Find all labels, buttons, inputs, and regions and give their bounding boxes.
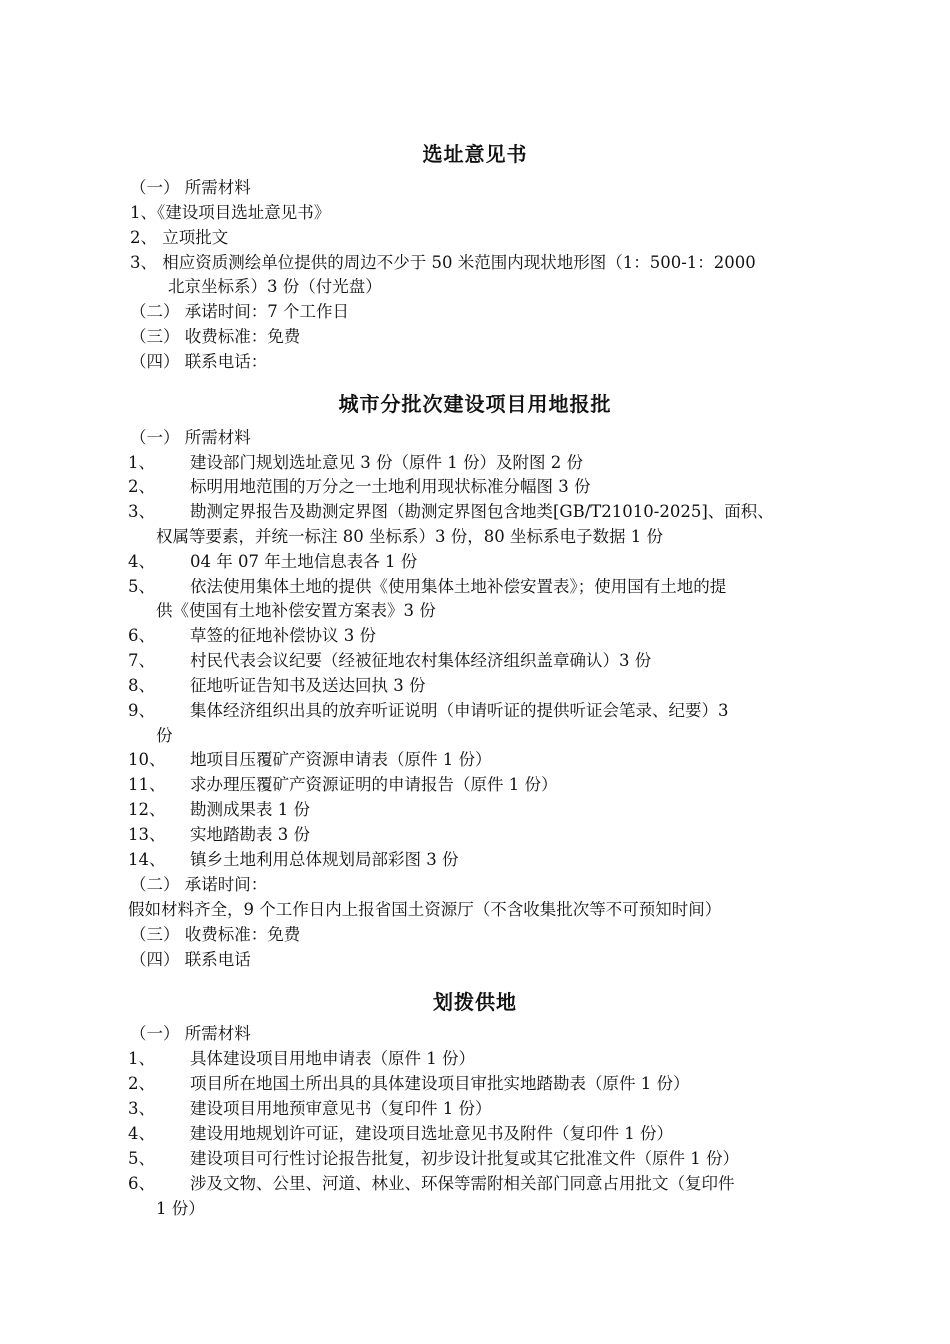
list-item: 1、 建设部门规划选址意见 3 份（原件 1 份）及附图 2 份 bbox=[128, 453, 583, 472]
list-item: 4、 04 年 07 年土地信息表各 1 份 bbox=[128, 552, 418, 571]
s3-heading-materials: （一） 所需材料 bbox=[130, 1024, 251, 1043]
s1-item-3: 3、 相应资质测绘单位提供的周边不少于 50 米范围内现状地形图（1：500-1：2000 bbox=[130, 253, 756, 272]
section-title-site-selection: 选址意见书 bbox=[422, 142, 528, 166]
list-item: 4、 建设用地规划许可证，建设项目选址意见书及附件（复印件 1 份） bbox=[128, 1124, 673, 1143]
s1-item-1: 1、《建设项目选址意见书》 bbox=[130, 203, 331, 222]
list-item: 8、 征地听证告知书及送达回执 3 份 bbox=[128, 676, 426, 695]
list-item: 11、 求办理压覆矿产资源证明的申请报告（原件 1 份） bbox=[128, 775, 558, 794]
list-item: 3、 勘测定界报告及勘测定界图（勘测定界图包含地类[GB/T21010-2025]、面积、 bbox=[128, 502, 774, 521]
list-item-cont: 供《使国有土地补偿安置方案表》3 份 bbox=[156, 601, 436, 620]
list-item: 7、 村民代表会议纪要（经被征地农村集体经济组织盖章确认）3 份 bbox=[128, 651, 652, 670]
s2-heading-materials: （一） 所需材料 bbox=[130, 428, 251, 447]
list-item-cont: 权属等要素，并统一标注 80 坐标系）3 份，80 坐标系电子数据 1 份 bbox=[156, 527, 663, 546]
list-item: 6、 草签的征地补偿协议 3 份 bbox=[128, 626, 376, 645]
list-item: 5、 依法使用集体土地的提供《使用集体土地补偿安置表》；使用国有土地的提 bbox=[128, 577, 727, 596]
list-item: 14、 镇乡土地利用总体规划局部彩图 3 份 bbox=[128, 850, 459, 869]
s2-heading-fee: （三） 收费标准：免费 bbox=[130, 925, 301, 944]
list-item: 5、 建设项目可行性讨论报告批复，初步设计批复或其它批准文件（原件 1 份） bbox=[128, 1149, 739, 1168]
section-title-allocation: 划拨供地 bbox=[433, 990, 517, 1014]
s1-item-3-cont: 北京坐标系）3 份（付光盘） bbox=[168, 277, 382, 296]
list-item: 2、 项目所在地国土所出具的具体建设项目审批实地踏勘表（原件 1 份） bbox=[128, 1074, 690, 1093]
s2-promise-detail: 假如材料齐全，9 个工作日内上报省国土资源厅（不含收集批次等不可预知时间） bbox=[128, 900, 722, 919]
list-item: 9、 集体经济组织出具的放弃听证说明（申请听证的提供听证会笔录、纪要）3 bbox=[128, 701, 729, 720]
list-item: 10、 地项目压覆矿产资源申请表（原件 1 份） bbox=[128, 750, 492, 769]
list-item: 13、 实地踏勘表 3 份 bbox=[128, 825, 310, 844]
list-item: 6、 涉及文物、公里、河道、林业、环保等需附相关部门同意占用批文（复印件 bbox=[128, 1174, 735, 1193]
s1-item-2: 2、 立项批文 bbox=[130, 228, 229, 247]
s1-heading-fee: （三） 收费标准：免费 bbox=[130, 327, 301, 346]
s1-heading-promise-time: （二） 承诺时间：7 个工作日 bbox=[130, 302, 349, 321]
list-item: 3、 建设项目用地预审意见书（复印件 1 份） bbox=[128, 1099, 492, 1118]
list-item-cont: 1 份） bbox=[156, 1199, 205, 1218]
section-title-batch-land: 城市分批次建设项目用地报批 bbox=[338, 392, 612, 416]
list-item: 1、 具体建设项目用地申请表（原件 1 份） bbox=[128, 1049, 475, 1068]
list-item: 12、 勘测成果表 1 份 bbox=[128, 800, 310, 819]
list-item-cont: 份 bbox=[156, 726, 173, 745]
s2-heading-phone: （四） 联系电话 bbox=[130, 950, 251, 969]
s1-heading-materials: （一） 所需材料 bbox=[130, 178, 251, 197]
list-item: 2、 标明用地范围的万分之一土地利用现状标准分幅图 3 份 bbox=[128, 477, 591, 496]
s1-heading-phone: （四） 联系电话： bbox=[130, 352, 268, 371]
s2-heading-promise-time: （二） 承诺时间： bbox=[130, 875, 268, 894]
